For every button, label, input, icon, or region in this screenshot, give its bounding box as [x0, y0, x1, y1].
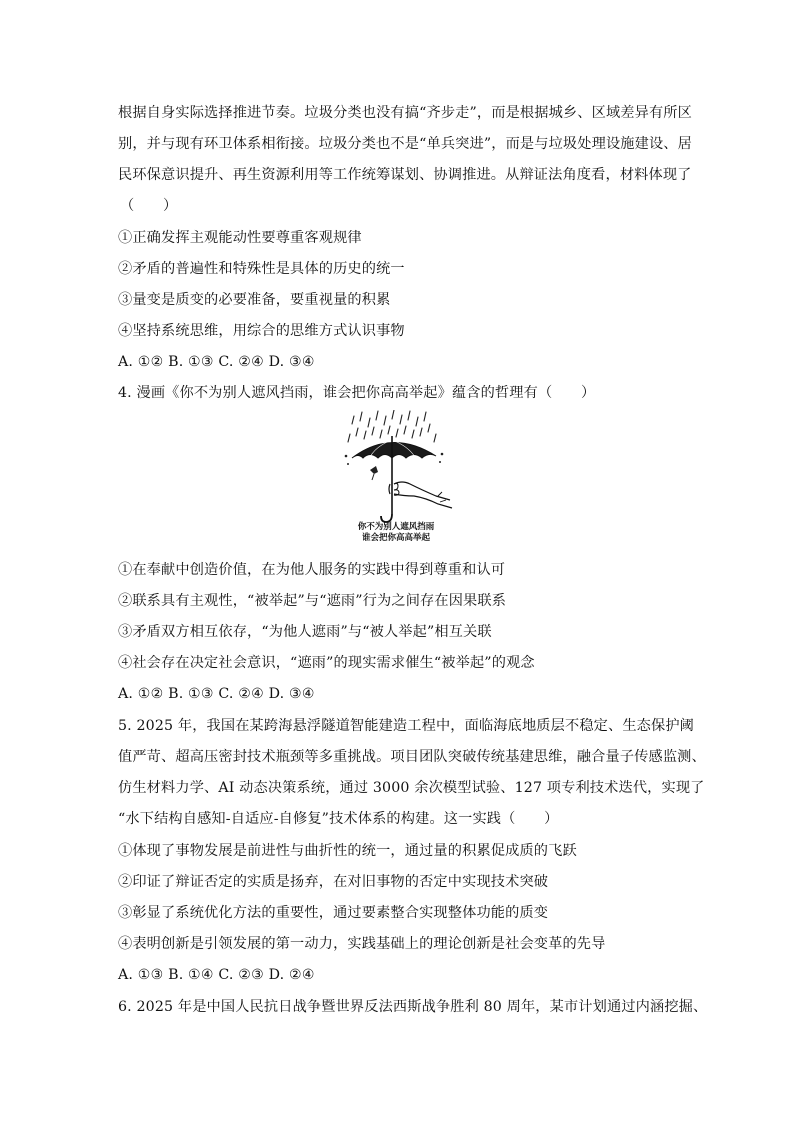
q5-choices: A. ①③ B. ①④ C. ②③ D. ②④ [118, 967, 315, 983]
q3-choices: A. ①② B. ①③ C. ②④ D. ③④ [118, 354, 315, 370]
q3-option-4: ④坚持系统思维，用综合的思维方式认识事物 [118, 323, 405, 339]
q4-option-4: ④社会存在决定社会意识，“遮雨”的现实需求催生“被举起”的观念 [118, 655, 535, 671]
q3-answer-bracket: （ ） [120, 198, 178, 214]
q5-option-3: ③彰显了系统优化方法的重要性，通过要素整合实现整体功能的质变 [118, 905, 549, 921]
umbrella-cartoon [332, 410, 460, 556]
q5-stem-line-1: 5. 2025 年，我国在某跨海悬浮隧道智能建造工程中，面临海底地质层不稳定、生态保护阈 [118, 718, 695, 734]
q5-option-1: ①体现了事物发展是前进性与曲折性的统一，通过量的积累促成质的飞跃 [118, 843, 577, 859]
cartoon-caption-line-2: 谁会把你高高举起 [361, 533, 430, 543]
q4-option-3: ③矛盾双方相互依存，“为他人遮雨”与“被人举起”相互关联 [118, 624, 492, 640]
q3-option-2: ②矛盾的普遍性和特殊性是具体的历史的统一 [118, 261, 405, 277]
q3-option-3: ③量变是质变的必要准备，要重视量的积累 [118, 292, 391, 308]
q5-stem-line-2: 值严苛、超高压密封技术瓶颈等多重挑战。项目团队突破传统基建思维，融合量子传感监测、 [118, 749, 706, 765]
q4-option-2: ②联系具有主观性，“被举起”与“遮雨”行为之间存在因果联系 [118, 593, 507, 609]
q5-option-2: ②印证了辩证否定的实质是扬弃，在对旧事物的否定中实现技术突破 [118, 874, 549, 890]
q4-choices: A. ①② B. ①③ C. ②④ D. ③④ [118, 686, 315, 702]
q5-stem-line-4: “水下结构自感知-自适应-自修复”技术体系的构建。这一实践（ ） [118, 811, 559, 827]
q5-stem-line-3: 仿生材料力学、AI 动态决策系统，通过 3000 余次模型试验、127 项专利技术迭代，实现了 [118, 780, 705, 796]
q4-option-1: ①在奉献中创造价值，在为他人服务的实践中得到尊重和认可 [118, 562, 506, 578]
q6-stem-line-1: 6. 2025 年是中国人民抗日战争暨世界反法西斯战争胜利 80 周年，某市计划通过内涵挖掘、 [118, 999, 708, 1015]
umbrella-drawing [332, 410, 460, 532]
q3-stem-line-3: 民环保意识提升、再生资源利用等工作统筹谋划、协调推进。从辩证法角度看，材料体现了 [118, 167, 692, 183]
cartoon-caption-line-1: 你不为别人遮风挡雨 [357, 522, 435, 532]
q3-stem-line-2: 别，并与现有环卫体系相衔接。垃圾分类也不是“单兵突进”，而是与垃圾处理设施建设、居 [118, 136, 692, 152]
q3-stem-line-1: 根据自身实际选择推进节奏。垃圾分类也没有搞“齐步走”，而是根据城乡、区域差异有所区 [118, 105, 692, 121]
q4-stem: 4. 漫画《你不为别人遮风挡雨，谁会把你高高举起》蕴含的哲理有（ ） [118, 385, 596, 401]
q5-option-4: ④表明创新是引领发展的第一动力，实践基础上的理论创新是社会变革的先导 [118, 936, 606, 952]
q3-option-1: ①正确发挥主观能动性要尊重客观规律 [118, 230, 362, 246]
